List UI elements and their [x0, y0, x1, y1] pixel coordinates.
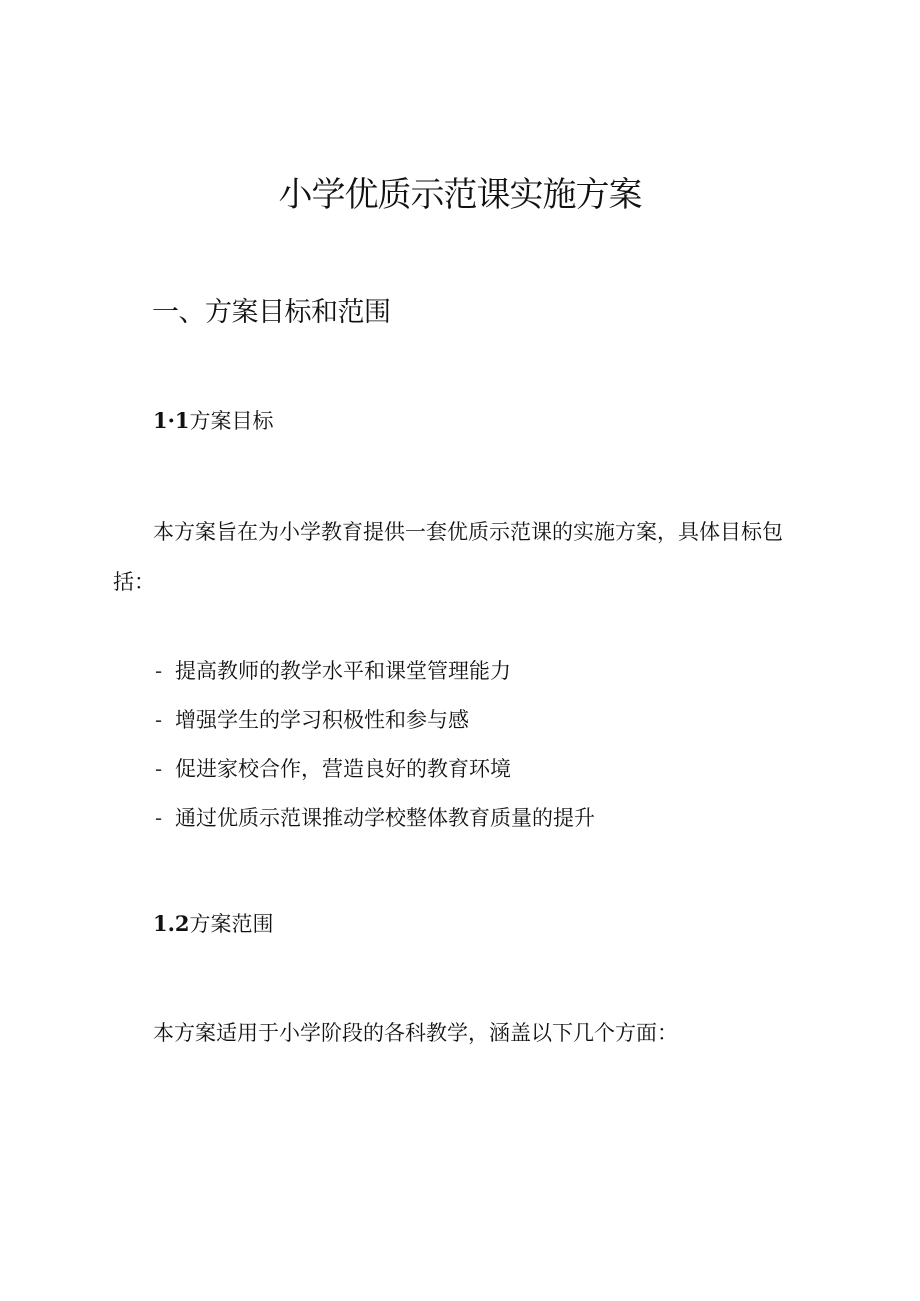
bullet-marker: -: [155, 757, 163, 781]
list-item: [155, 794, 595, 843]
subsection-number: 1.2: [153, 911, 190, 936]
list-item-text: 促进家校合作，营造良好的教育环境: [175, 757, 511, 781]
subsection-heading-scope: [153, 909, 274, 939]
subsection-heading-goals: [153, 406, 274, 436]
subsection-label: 方案目标: [189, 409, 274, 433]
bullet-marker: -: [155, 708, 163, 732]
list-item-text: 增强学生的学习积极性和参与感: [175, 708, 469, 732]
subsection-number: 1·1: [153, 408, 190, 433]
scope-paragraph: 本方案适用于小学阶段的各科教学，涵盖以下几个方面：: [153, 1021, 678, 1045]
list-item-text: 通过优质示范课推动学校整体教育质量的提升: [175, 806, 595, 830]
list-item-text: 提高教师的教学水平和课堂管理能力: [175, 659, 511, 683]
bullet-marker: -: [155, 806, 163, 830]
list-item: [155, 696, 595, 745]
list-item: [155, 647, 595, 696]
subsection-label: 方案范围: [189, 912, 274, 936]
section-heading: 一、方案目标和范围: [152, 297, 391, 328]
goals-list: [155, 647, 595, 843]
document-title: 小学优质示范课实施方案: [278, 175, 642, 215]
goals-paragraph: 本方案旨在为小学教育提供一套优质示范课的实施方案，具体目标包括：: [113, 520, 783, 594]
list-item: [155, 745, 595, 794]
bullet-marker: -: [155, 659, 163, 683]
